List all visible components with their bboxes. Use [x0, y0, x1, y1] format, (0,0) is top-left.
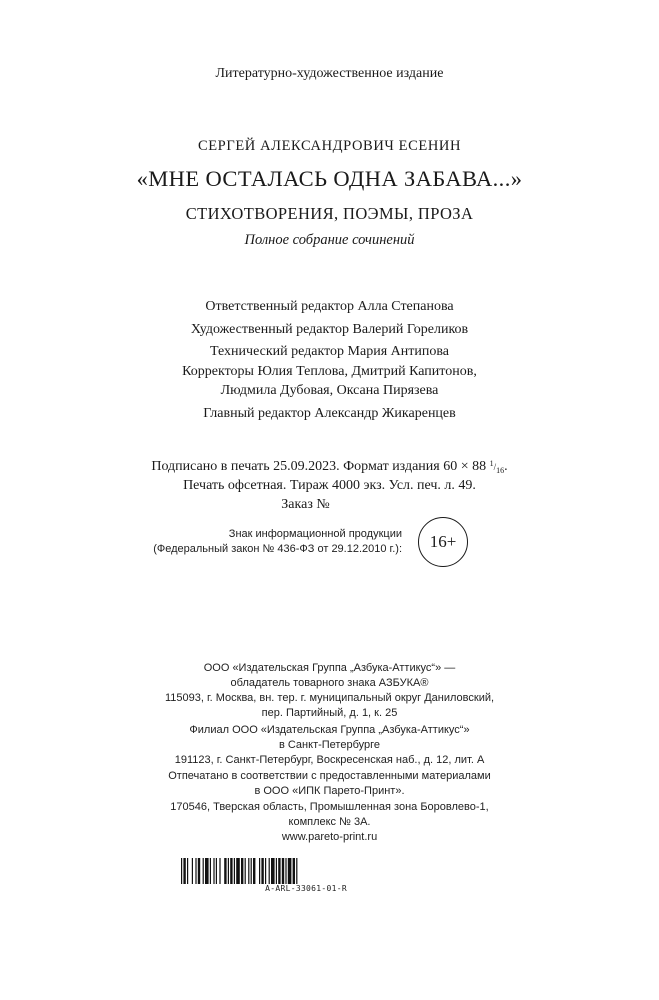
barcode-bar [296, 858, 297, 884]
publisher-line: в Санкт-Петербурге [278, 739, 381, 751]
barcode-bar [183, 858, 185, 884]
fraction-numerator: 1 [489, 459, 494, 468]
author-name: СЕРГЕЙ АЛЕКСАНДРОВИЧ ЕСЕНИН [197, 138, 462, 154]
barcode-bar [216, 858, 217, 884]
barcode-bar [285, 858, 286, 884]
barcode-bar [181, 858, 182, 884]
barcode-bar [251, 858, 252, 884]
printer-line: 170546, Тверская область, Промышленная зона Боровлево-1, [170, 801, 489, 813]
barcode [181, 858, 347, 884]
barcode-bar [248, 858, 249, 884]
barcode-bar [293, 858, 295, 884]
barcode-bar [236, 858, 240, 884]
barcode-bar [276, 858, 277, 884]
info-mark-law: (Федеральный закон № 436-ФЗ от 29.12.2010 г.): [153, 543, 402, 555]
barcode-bar [265, 858, 266, 884]
staff-line: Людмила Дубовая, Оксана Пирязева [220, 383, 439, 398]
book-subtitle: СТИХОТВОРЕНИЯ, ПОЭМЫ, ПРОЗА [185, 204, 474, 223]
order-number: Заказ № [281, 497, 330, 512]
barcode-bar [278, 858, 280, 884]
barcode-bar [219, 858, 220, 884]
barcode-bar [261, 858, 263, 884]
barcode-bar [228, 858, 229, 884]
printer-line: Отпечатано в соответствии с предоставленными материалами [168, 770, 491, 782]
barcode-bar [224, 858, 226, 884]
publisher-line: пер. Партийный, д. 1, к. 25 [261, 707, 398, 719]
print-info-line: Печать офсетная. Тираж 4000 экз. Усл. печ. л. 49. [183, 478, 476, 493]
staff-line: Художественный редактор Валерий Гореликов [190, 322, 469, 337]
printer-line: в ООО «ИПК Парето-Принт». [254, 785, 405, 797]
publisher-line: 115093, г. Москва, вн. тер. г. муниципальный округ Даниловский, [164, 692, 495, 704]
barcode-bar [210, 858, 211, 884]
publisher-line: обладатель товарного знака АЗБУКА® [230, 677, 429, 689]
printer-website: www.pareto-print.ru [281, 831, 378, 843]
staff-line: Корректоры Юлия Теплова, Дмитрий Капитонов, [182, 364, 477, 379]
barcode-bar [234, 858, 235, 884]
printer-line: комплекс № 3А. [288, 816, 371, 828]
info-mark-text [140, 527, 402, 557]
info-mark-line: Знак информационной продукции [228, 528, 402, 540]
fraction-denominator: 16 [496, 465, 505, 475]
age-rating-label: 16+ [429, 532, 457, 551]
barcode-bar [203, 858, 204, 884]
age-rating-badge [418, 517, 468, 567]
barcode-bar [195, 858, 196, 884]
barcode-bar [269, 858, 270, 884]
barcode-bar [259, 858, 260, 884]
publisher-line: 191123, г. Санкт-Петербург, Воскресенская наб., д. 12, лит. А [174, 754, 485, 766]
barcode-bar [192, 858, 193, 884]
print-info-end: . [504, 459, 508, 474]
barcode-bar [241, 858, 243, 884]
publisher-line: ООО «Издательская Группа „Азбука-Аттикус“» — [203, 662, 456, 674]
staff-line: Технический редактор Мария Антипова [210, 344, 449, 359]
barcode-bar [205, 858, 209, 884]
staff-line: Главный редактор Александр Жикаренцев [203, 406, 456, 421]
barcode-bar [213, 858, 214, 884]
format-fraction: $^1/_{16}$ [489, 459, 505, 475]
barcode-bar [271, 858, 275, 884]
staff-line: Ответственный редактор Алла Степанова [205, 299, 454, 314]
series-name: Полное собрание сочинений [244, 232, 415, 248]
barcode-label: A-ARL-33061-01-R [265, 884, 347, 893]
barcode-bar [288, 858, 292, 884]
barcode-bar [187, 858, 188, 884]
book-title: «МНЕ ОСТАЛАСЬ ОДНА ЗАБАВА...» [136, 166, 523, 191]
barcode-bar [253, 858, 255, 884]
genre-label: Литературно-художественное издание [215, 66, 444, 81]
barcode-bar [282, 858, 284, 884]
publisher-line: Филиал ООО «Издательская Группа „Азбука-Аттикус“» [189, 724, 470, 736]
barcode-bar [230, 858, 232, 884]
barcode-bar [245, 858, 246, 884]
print-info-line [0, 459, 659, 475]
barcode-bar [198, 858, 200, 884]
print-info-text: Подписано в печать 25.09.2023. Формат издания 60 × 88 [151, 459, 490, 474]
